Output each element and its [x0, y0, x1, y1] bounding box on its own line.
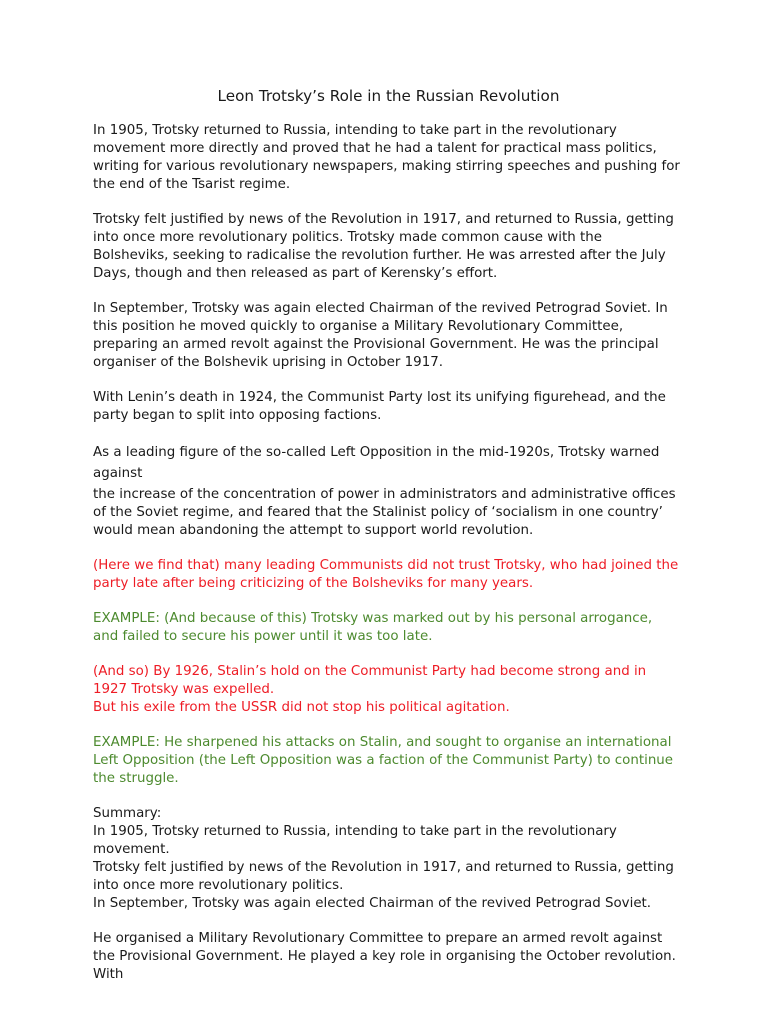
left-opposition-rest: the increase of the concentration of power in administrators and administrative offices of the Soviet regime, and feared that the Stalinist policy of ‘socialism in one country’ would mean abandoning the attempt to support world revolution.: [93, 487, 676, 538]
paragraph-1917: Trotsky felt justified by news of the Revolution in 1917, and returned to Russia, getting into once more revolutionary politics. Trotsky made common cause with the Bolsheviks, seeking to radicalise the revolution further. He was arrested after the July Days, though and then released as part of Kerensky’s effort.: [93, 212, 674, 281]
paragraph-green-example-opposition: EXAMPLE: He sharpened his attacks on Stalin, and sought to organise an international Left Opposition (the Left Opposition was a faction of the Communist Party) to continue the struggle.: [93, 735, 674, 786]
summary-line-september: In September, Trotsky was again elected Chairman of the revived Petrograd Soviet.: [93, 896, 652, 911]
left-opposition-first-line: As a leading figure of the so-called Left Opposition in the mid-1920s, Trotsky warned against: [93, 445, 660, 481]
paragraph-lenin-death: With Lenin’s death in 1924, the Communist Party lost its unifying figurehead, and the party began to split into opposing factions.: [93, 390, 666, 423]
paragraph-1905: In 1905, Trotsky returned to Russia, intending to take part in the revolutionary movement more directly and proved that he had a talent for practical mass politics, writing for various revolutionary newspapers, making stirring speeches and pushing for the end of the Tsarist regime.: [93, 123, 680, 192]
paragraph-red-expelled: [93, 663, 680, 717]
summary-line-1917: Trotsky felt justified by news of the Revolution in 1917, and returned to Russia, getting into once more revolutionary politics.: [93, 860, 674, 893]
summary-block: [93, 805, 680, 913]
paragraph-green-example-arrogance: EXAMPLE: (And because of this) Trotsky was marked out by his personal arrogance, and failed to secure his power until it was too late.: [93, 611, 653, 644]
paragraph-left-opposition: [93, 442, 680, 540]
document-title: Leon Trotsky’s Role in the Russian Revolution: [217, 87, 560, 105]
expelled-text: (And so) By 1926, Stalin’s hold on the Communist Party had become strong and in 1927 Trotsky was expelled.: [93, 664, 647, 697]
summary-line-1905: In 1905, Trotsky returned to Russia, intending to take part in the revolutionary movement.: [93, 824, 617, 857]
summary-label: Summary:: [93, 806, 162, 821]
exile-text: But his exile from the USSR did not stop his political agitation.: [93, 700, 510, 715]
paragraph-september: In September, Trotsky was again elected Chairman of the revived Petrograd Soviet. In this position he moved quickly to organise a Military Revolutionary Committee, preparing an armed revolt against the Provisional Government. He was the principal organiser of the Bolshevik uprising in October 1917.: [93, 301, 668, 370]
paragraph-red-distrust: (Here we find that) many leading Communists did not trust Trotsky, who had joined the party late after being criticizing of the Bolsheviks for many years.: [93, 558, 679, 591]
paragraph-military-committee: He organised a Military Revolutionary Committee to prepare an armed revolt against the Provisional Government. He played a key role in organising the October revolution. With: [93, 931, 676, 982]
